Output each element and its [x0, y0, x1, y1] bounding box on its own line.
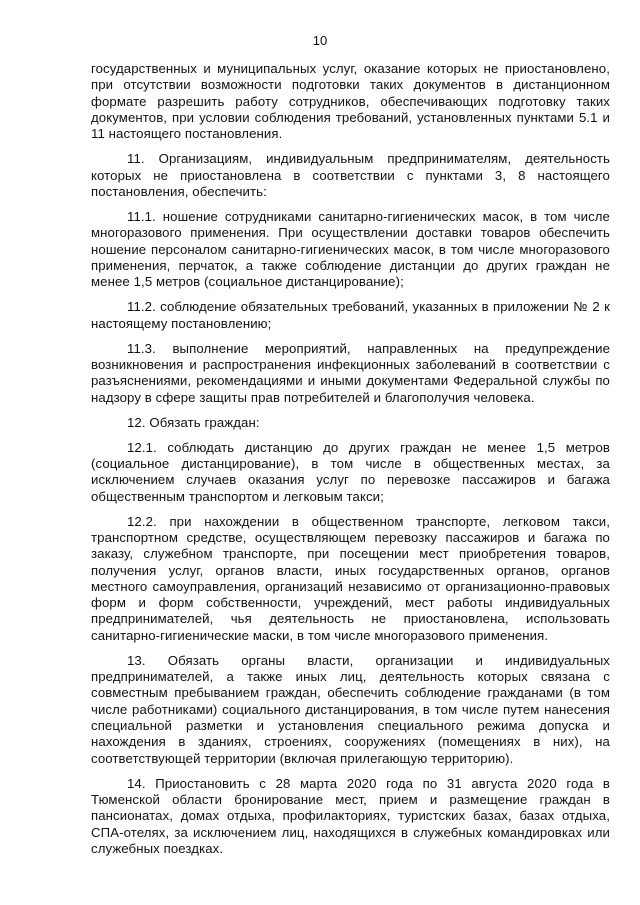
paragraph-11: 11. Организациям, индивидуальным предпринимателям, деятельность которых не приостановлена в соответствии с пунктами 3, 8 настоящего постановления, обеспечить:: [91, 151, 610, 199]
paragraph-12-1: 12.1. соблюдать дистанцию до других граждан не менее 1,5 метров (социальное дистанцирование), в том числе в общественных местах, за исключением случаев оказания услуг по перевозке пассажиров и багажа общественным транспортом и легковым такси;: [91, 439, 610, 504]
paragraph-14: 14. Приостановить с 28 марта 2020 года по 31 августа 2020 года в Тюменской области бронирование мест, прием и размещение граждан в пансионатах, домах отдыха, профилакториях, туристских базах, базах отдыха, СПА-отелях, за исключением лиц, находящихся в служебных командировках или служебных поездках.: [91, 775, 610, 856]
paragraph-13: 13. Обязать органы власти, организации и индивидуальных предпринимателей, а также иных лиц, деятельность которых связана с совместным пребыванием граждан, обеспечить соблюдение гражданами (в том числе работниками) социального дистанцирования, в том числе путем нанесения специальной разметки и установления специального режима допуска и нахождения в зданиях, строениях, сооружениях (помещениях в них), на соответствующей территории (включая прилегающую территорию).: [91, 652, 610, 766]
page-number: 10: [312, 33, 328, 48]
paragraph-continuation: государственных и муниципальных услуг, оказание которых не приостановлено, при отсутствии возможности подготовки таких документов в дистанционном формате разрешить работу сотрудников, обеспечивающих подготовку таких документов, при условии соблюдения требований, установленных пунктами 5.1 и 11 настоящего постановления.: [91, 61, 610, 142]
document-body: [91, 61, 610, 866]
paragraph-11-2: 11.2. соблюдение обязательных требований, указанных в приложении № 2 к настоящему постановлению;: [91, 299, 610, 331]
paragraph-11-1: 11.1. ношение сотрудниками санитарно-гигиенических масок, в том числе многоразового применения. При осуществлении доставки товаров обеспечить ношение персоналом санитарно-гигиенических масок, в том числе многоразового применения, перчаток, а также соблюдение дистанции до других граждан не менее 1,5 метров (социальное дистанцирование);: [91, 208, 610, 290]
paragraph-12: 12. Обязать граждан:: [127, 414, 260, 430]
paragraph-12-2: 12.2. при нахождении в общественном транспорте, легковом такси, транспортном средстве, осуществляющем перевозку пассажиров и багажа по заказу, служебном транспорте, при посещении мест приобретения товаров, получения услуг, органов власти, иных государственных органов, органов местного самоуправления, организаций независимо от организационно-правовых форм и форм собственности, учреждений, мест работы индивидуальных предпринимателей, чья деятельность не приостановлена, использовать санитарно-гигиенические маски, в том числе многоразового применения.: [91, 513, 610, 643]
paragraph-11-3: 11.3. выполнение мероприятий, направленных на предупреждение возникновения и распространения инфекционных заболеваний в соответствии с разъяснениями, рекомендациями и иными документами Федеральной службы по надзору в сфере защиты прав потребителей и благополучия человека.: [91, 340, 610, 405]
